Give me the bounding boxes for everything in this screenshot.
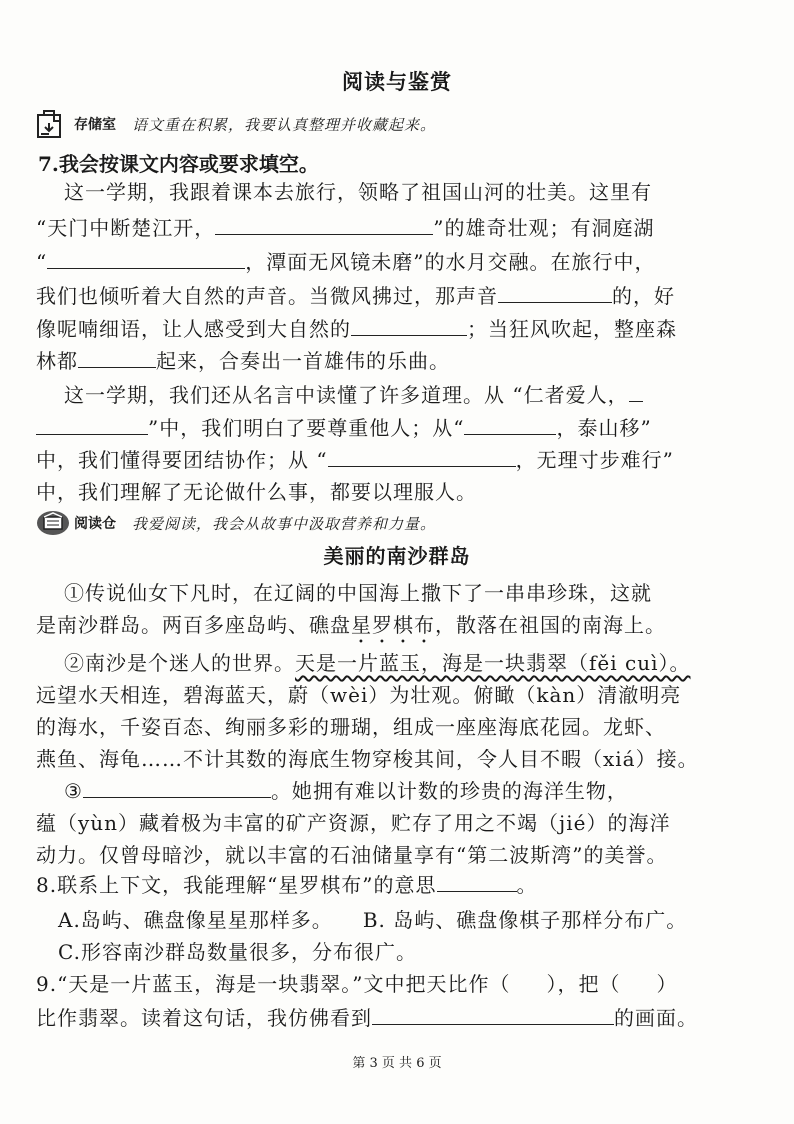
option-a[interactable]: A.岛屿、礁盘像星星那样多。 [58, 908, 333, 932]
q8-option-c-row [36, 936, 782, 969]
blank-field[interactable] [464, 412, 556, 435]
blank-field[interactable] [215, 212, 433, 235]
storage-note: 语文重在积累，我要认真整理并收藏起来。 [132, 115, 437, 134]
blank-field[interactable] [328, 444, 516, 467]
passage-para3-line2: 蕴（yùn）藏着极为丰富的矿产资源，贮存了用之不竭（jié）的海洋 [36, 811, 671, 835]
passage-para3-line1: ③ 。她拥有难以计数的珍贵的海洋生物， [36, 775, 788, 808]
passage-para1-line1: ①传说仙女下凡时，在辽阔的中国海上撒下了一串串珍珠，这就 [64, 581, 652, 605]
blank-field[interactable] [78, 345, 156, 368]
q7-p1-line3: “ ，潭面无风镜未磨”的水月交融。在旅行中， [36, 246, 760, 279]
passage-para2-line1: ②南沙是个迷人的世界。天是一片蓝玉，海是一块翡翠（fěi cuì）。 [64, 651, 691, 675]
passage-title: 美丽的南沙群岛 [323, 544, 471, 568]
blank-field[interactable] [372, 1002, 614, 1025]
q7-p1-line4: 我们也倾听着大自然的声音。当微风拂过，那声音 的，好 [36, 280, 760, 313]
q8-options-row [36, 904, 782, 937]
q7-p1-line1: 这一学期，我跟着课本去旅行，领略了祖国山河的壮美。这里有 [64, 180, 652, 204]
blank-field[interactable] [437, 869, 517, 892]
section-title: 阅读与鉴赏 [342, 69, 452, 94]
storage-banner [36, 109, 436, 139]
q7-p1-line6: 林都 起来，合奏出一首雄伟的乐曲。 [36, 345, 760, 378]
passage-para2-line4: 燕鱼、海龟……不计其数的海底生物穿梭其间，令人目不暇（xiá）接。 [36, 747, 699, 771]
q7-p2-line3: 中，我们懂得要团结协作；从 “ ，无理寸步难行” [36, 444, 760, 477]
q7-p2-line4: 中，我们理解了无论做什么事，都要以理服人。 [36, 480, 477, 504]
q9-line1: 9.“天是一片蓝玉，海是一块翡翠。”文中把天比作（ ），把（ ） [36, 972, 678, 996]
q7-p1-line5: 像呢喃细语，让人感受到大自然的 ；当狂风吹起，整座森 [36, 313, 760, 346]
passage-para2-line3: 的海水，千姿百态、绚丽多彩的珊瑚，组成一座座海底花园。龙虾、 [36, 715, 666, 739]
blank-field[interactable] [83, 775, 271, 798]
q7-p2-line1: 这一学期，我们还从名言中读懂了许多道理。从 “仁者爱人， [36, 379, 788, 412]
storage-box-icon [36, 109, 70, 139]
reading-banner [36, 508, 436, 538]
q7-p1-line2: “天门中断楚江开， ”的雄奇壮观；有洞庭湖 [36, 212, 760, 245]
blank-field[interactable] [36, 412, 148, 435]
q8-stem: 8.联系上下文，我能理解“星罗棋布”的意思 。 [36, 869, 760, 902]
page-footer: 第 3 页 共 6 页 [352, 1056, 442, 1071]
q7-p2-line2: ”中，我们明白了要尊重他人；从“ ，泰山移” [36, 412, 760, 445]
passage-para2-line2: 远望水天相连，碧海蓝天，蔚（wèi）为壮观。俯瞰（kàn）清澈明亮 [36, 683, 682, 707]
passage-para3-line3: 动力。仅曾母暗沙，就以丰富的石油储量享有“第二波斯湾”的美誉。 [36, 843, 668, 867]
q7-heading: 7.我会按课文内容或要求填空。 [38, 152, 319, 176]
blank-field[interactable] [498, 280, 612, 303]
emphasized-phrase: 星罗棋布 [351, 613, 435, 637]
reading-note: 我爱阅读，我会从故事中汲取营养和力量。 [132, 514, 437, 533]
reading-box-icon [36, 509, 70, 537]
reading-tag: 阅读仓 [74, 516, 116, 532]
underlined-sentence: 天是一片蓝玉，海是一块翡翠（fěi cuì）。 [295, 651, 691, 675]
blank-field[interactable] [629, 379, 643, 402]
storage-tag: 存储室 [74, 117, 116, 133]
q9-line2: 比作翡翠。读着这句话，我仿佛看到 的画面。 [36, 1002, 760, 1035]
passage-para1-line2: 是南沙群岛。两百多座岛屿、礁盘星罗棋布，散落在祖国的南海上。 [36, 613, 666, 637]
option-c[interactable]: C.形容南沙群岛数量很多，分布很广。 [58, 940, 417, 964]
blank-field[interactable] [47, 246, 245, 269]
option-b[interactable]: B. 岛屿、礁盘像棋子那样分布广。 [362, 908, 688, 932]
blank-field[interactable] [351, 313, 467, 336]
